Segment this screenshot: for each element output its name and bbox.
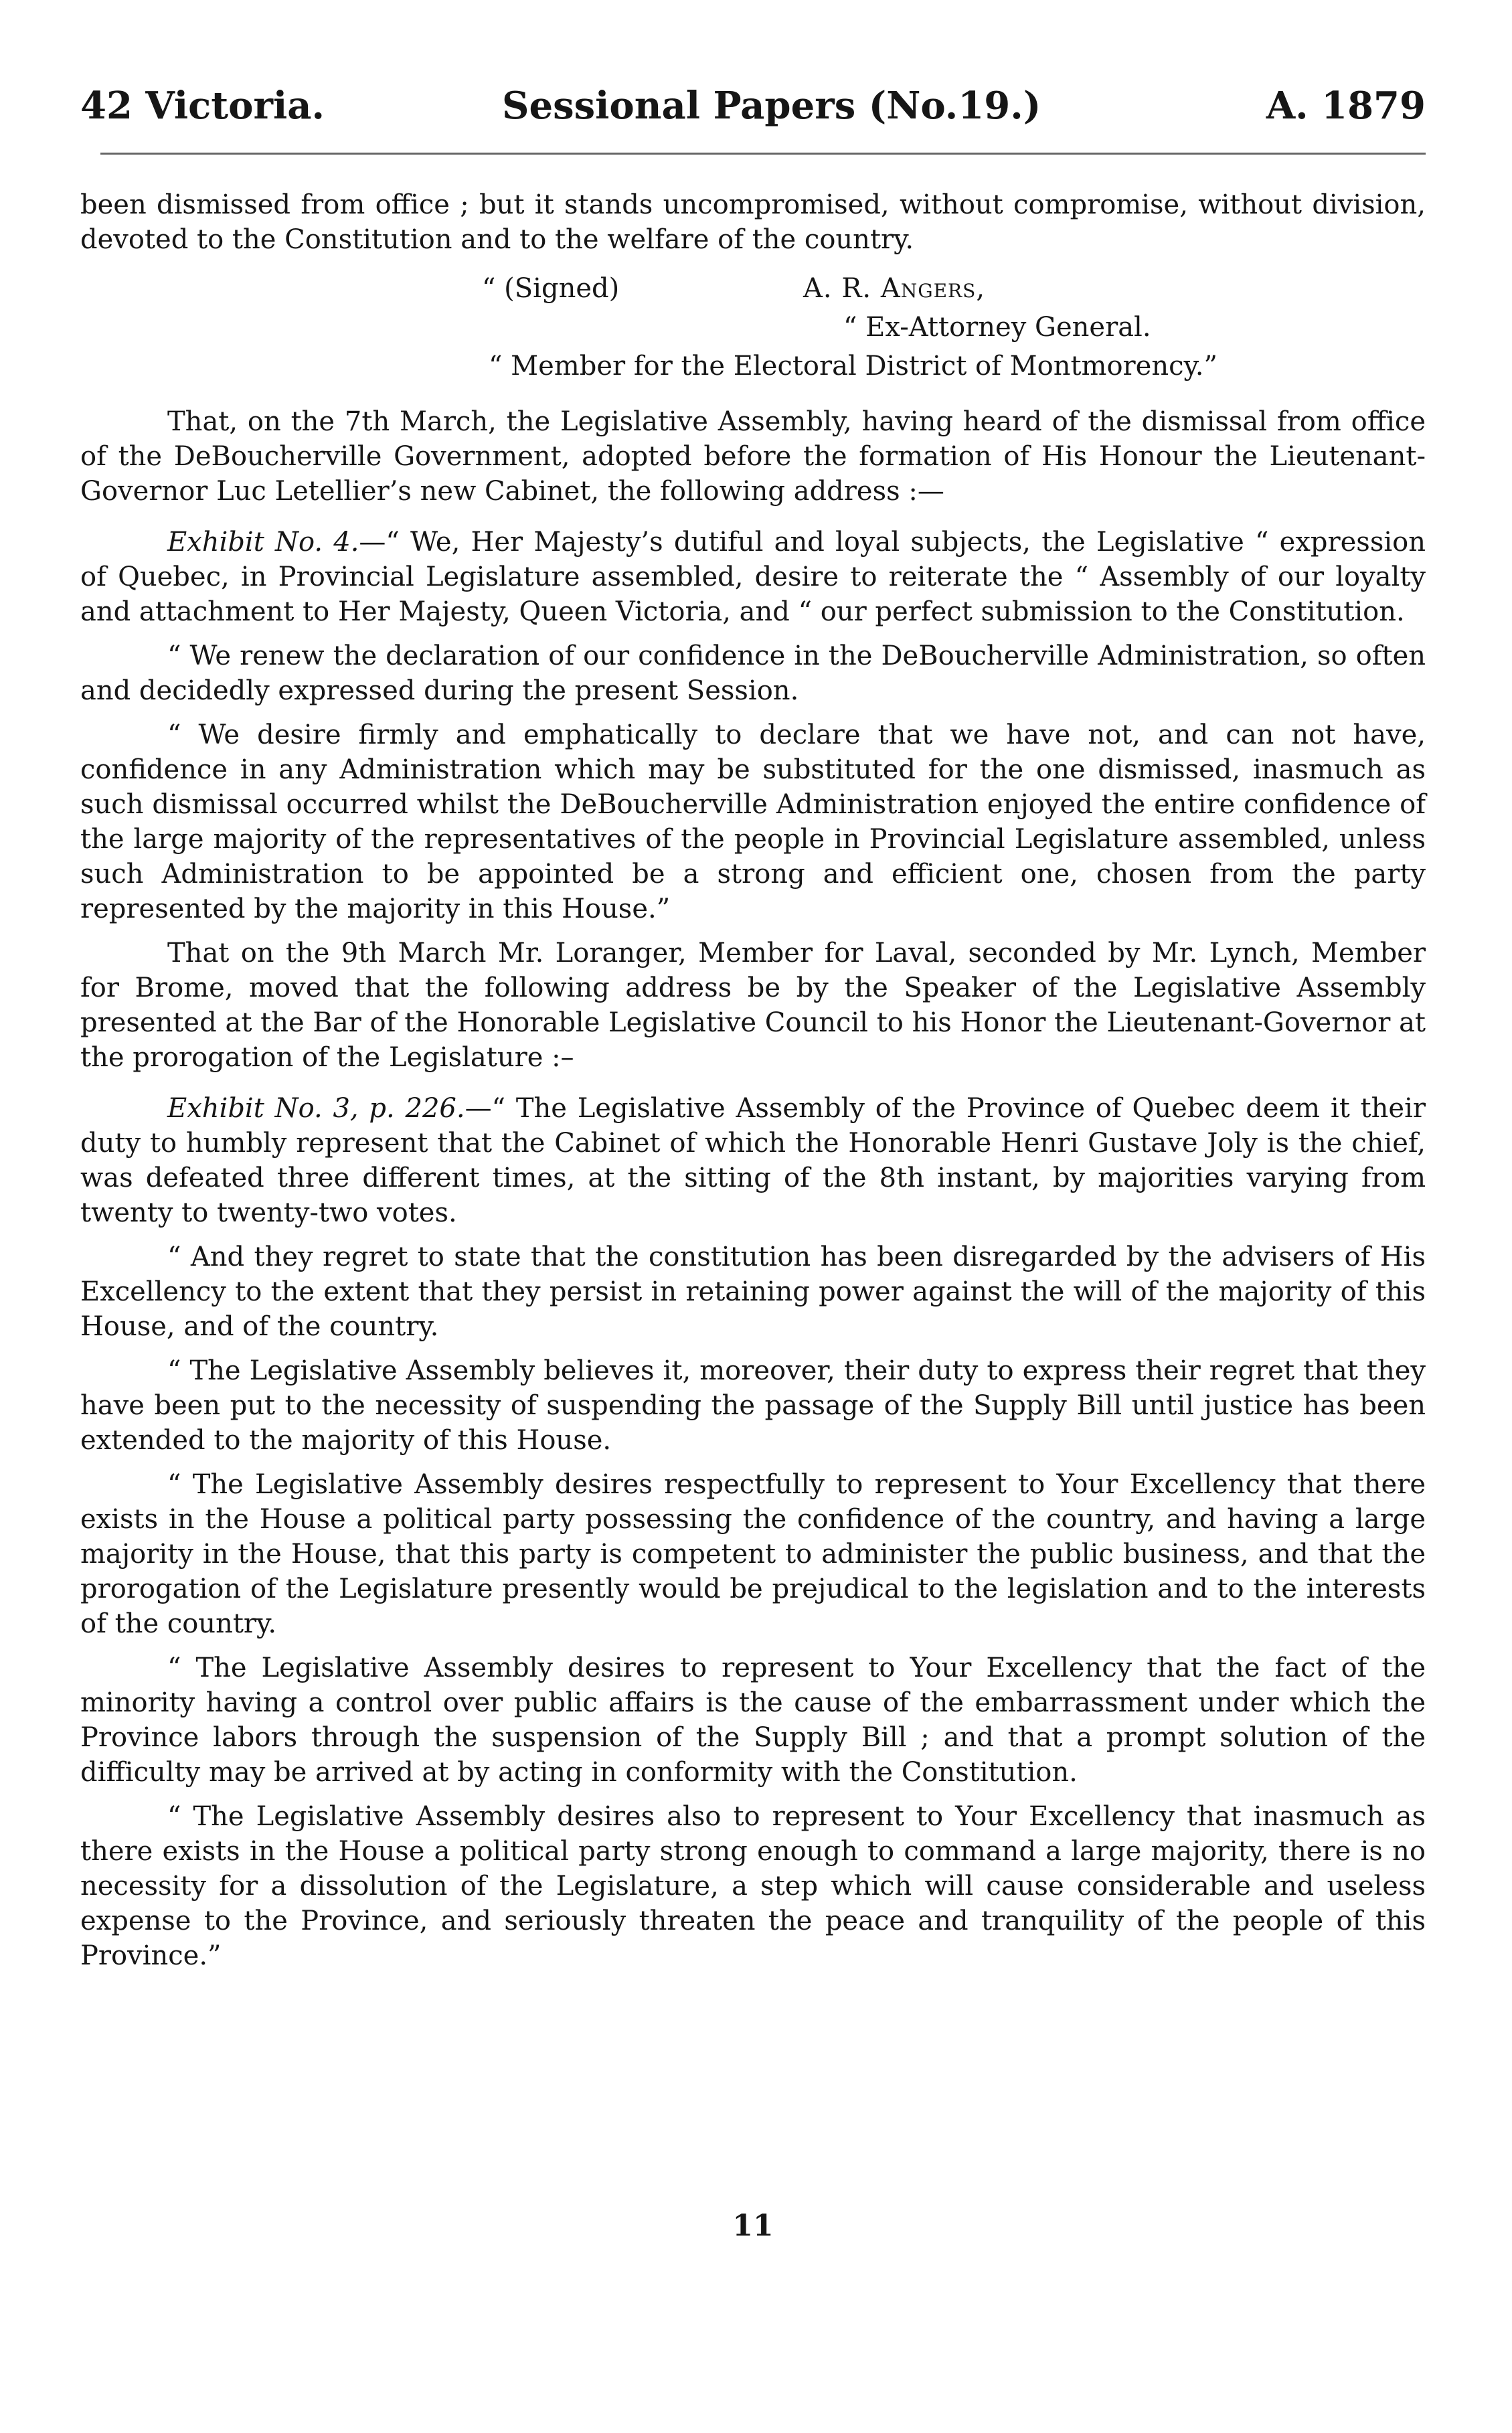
signature-line-1	[80, 269, 1426, 308]
header-rule	[100, 153, 1426, 155]
signer-name: A. R. Angers,	[803, 273, 986, 304]
paragraph-7: “ The Legislative Assembly desires respectfully to represent to Your Excellency that there exists in the House a political party possessing the confidence of the country, and having a large majority in the House, that this party is competent to administer the public business, and that the prorogation of the Legislature presently would be prejudical to the legislation and to the interests of the country.	[80, 1469, 1426, 1639]
page-number: 11	[732, 2209, 774, 2243]
signature-line-3	[80, 347, 1426, 386]
exhibit-4-label: Exhibit No. 4.	[167, 527, 359, 558]
signed-label: “ (Signed)	[482, 273, 620, 304]
header-left: 42 Victoria.	[80, 84, 325, 128]
paragraph-1: That, on the 7th March, the Legislative Assembly, having heard of the dismissal from office of the DeBoucherville Government, adopted before the formation of His Honour the Lieutenant-Governor Luc Letellier’s new Cabinet, the following address :—	[80, 406, 1426, 507]
paragraph-5: “ And they regret to state that the constitution has been disregarded by the advisers of His Excellency to the extent that they persist in retaining power against the will of the majority of this House, and of the country.	[80, 1242, 1426, 1342]
paragraph-6: “ The Legislative Assembly believes it, moreover, their duty to express their regret that they have been put to the necessity of suspending the passage of the Supply Bill until justice has been extended to the majority of this House.	[80, 1355, 1426, 1456]
exhibit-3-label: Exhibit No. 3, p. 226.	[167, 1093, 465, 1124]
paragraph-8: “ The Legislative Assembly desires to represent to Your Excellency that the fact of the minority having a control over public affairs is the cause of the embarrassment under which the Province labors through the suspension of the Supply Bill ; and that a prompt solution of the difficulty may be arrived at by acting in conformity with the Constitution.	[80, 1653, 1426, 1788]
paragraph-4: That on the 9th March Mr. Loranger, Member for Laval, seconded by Mr. Lynch, Member for Brome, moved that the following address be by the Speaker of the Legislative Assembly presented at the Bar of the Honorable Legislative Council to his Honor the Lieutenant-Governor at the prorogation of the Legislature :–	[80, 938, 1426, 1073]
document-body	[80, 187, 1426, 1983]
paragraph-9: “ The Legislative Assembly desires also to represent to Your Excellency that inasmuch as there exists in the House a political party strong enough to command a large majority, there is no necessity for a dissolution of the Legislature, a step which will cause considerable and useless expense to the Province, and seriously threaten the peace and tranquility of the people of this Province.”	[80, 1801, 1426, 1971]
signature-block	[80, 269, 1426, 386]
signer-member: “ Member for the Electoral District of Montmorency.”	[489, 351, 1217, 382]
exhibit-3-paragraph	[80, 1091, 1426, 1230]
exhibit-3-text: —“ The Legislative Assembly of the Province of Quebec deem it their duty to humbly represent that the Cabinet of which the Honorable Henri Gustave Joly is the chief, was defeated three different times, at the sitting of the 8th instant, by majorities varying from twenty to twenty-two votes.	[80, 1093, 1426, 1228]
document-page	[80, 74, 1426, 2389]
page-header	[80, 74, 1426, 154]
signer-title: “ Ex-Attorney General.	[843, 312, 1151, 343]
signature-line-2	[80, 308, 1426, 347]
paragraph-2: “ We renew the declaration of our confidence in the DeBoucherville Administration, so often and decidedly expressed during the present Session.	[80, 641, 1426, 706]
header-center: Sessional Papers (No.19.)	[502, 84, 1041, 128]
exhibit-4-paragraph	[80, 525, 1426, 629]
intro-paragraph: been dismissed from office ; but it stands uncompromised, without compromise, without division, devoted to the Constitution and to the welfare of the country.	[80, 189, 1426, 255]
exhibit-4-text: —“ We, Her Majesty’s dutiful and loyal subjects, the Legislative “ expression of Quebec, in Provincial Legislature assembled, desire to reiterate the “ Assembly of our loyalty and attachment to Her Majesty, Queen Victoria, and “ our perfect submission to the Constitution.	[80, 527, 1426, 627]
header-right: A. 1879	[1266, 84, 1426, 128]
paragraph-3: “ We desire firmly and emphatically to declare that we have not, and can not have, confidence in any Administration which may be substituted for the one dismissed, inasmuch as such dismissal occurred whilst the DeBoucherville Administration enjoyed the entire confidence of the large majority of the representatives of the people in Provincial Legislature assembled, unless such Administration to be appointed be a strong and efficient one, chosen from the party represented by the majority in this House.”	[80, 720, 1426, 924]
